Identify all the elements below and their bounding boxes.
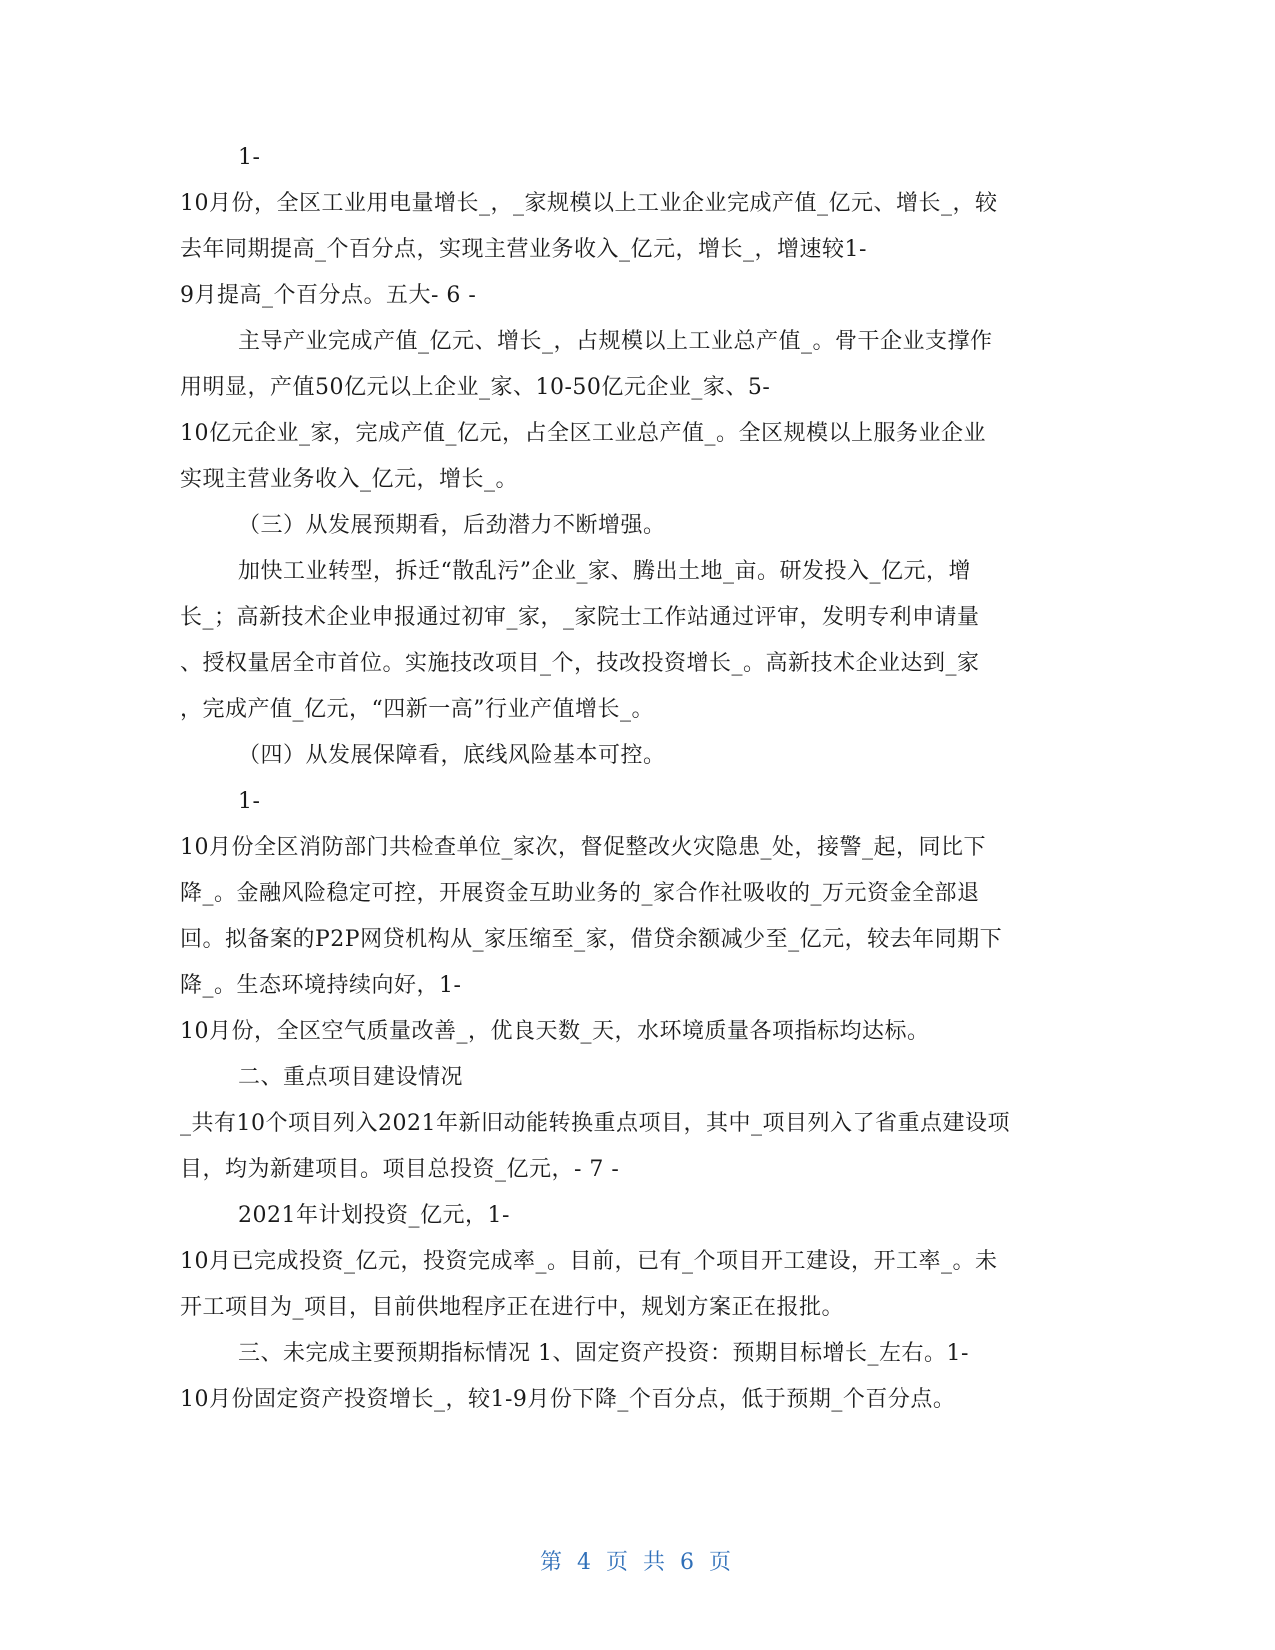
text-line: 、授权量居全市首位。实施技改项目_个，技改投资增长_。高新技术企业达到_家 [180, 651, 980, 676]
section-heading: 二、重点项目建设情况 [238, 1065, 464, 1090]
text-line: 1- [238, 789, 261, 814]
text-line: _共有10个项目列入2021年新旧动能转换重点项目，其中_项目列入了省重点建设项 [180, 1111, 1010, 1136]
text-line: 去年同期提高_个百分点，实现主营业务收入_亿元，增长_，增速较1- [180, 237, 867, 262]
text-line: ，完成产值_亿元，“四新一高”行业产值增长_。 [180, 697, 654, 722]
text-line: 降_。生态环境持续向好，1- [180, 973, 462, 998]
section-heading: （三）从发展预期看，后劲潜力不断增强。 [238, 513, 666, 538]
text-line: 10月已完成投资_亿元，投资完成率_。目前，已有_个项目开工建设，开工率_。未 [180, 1249, 998, 1274]
text-line: 1- [238, 145, 261, 170]
text-line: 10月份，全区空气质量改善_，优良天数_天，水环境质量各项指标均达标。 [180, 1019, 930, 1044]
text-line: 目，均为新建项目。项目总投资_亿元，- 7 - [180, 1157, 620, 1182]
text-line: 9月提高_个百分点。五大- 6 - [180, 283, 477, 308]
text-line: 2021年计划投资_亿元，1- [238, 1203, 510, 1228]
text-line: 10月份固定资产投资增长_，较1-9月份下降_个百分点，低于预期_个百分点。 [180, 1387, 956, 1412]
text-line: 加快工业转型，拆迁“散乱污”企业_家、腾出土地_亩。研发投入_亿元，增 [238, 559, 971, 584]
text-line: 主导产业完成产值_亿元、增长_，占规模以上工业总产值_。骨干企业支撑作 [238, 329, 993, 354]
text-line: 实现主营业务收入_亿元，增长_。 [180, 467, 519, 492]
text-line: 10月份，全区工业用电量增长_，_家规模以上工业企业完成产值_亿元、增长_，较 [180, 191, 998, 216]
text-line: 10月份全区消防部门共检查单位_家次，督促整改火灾隐患_处，接警_起，同比下 [180, 835, 986, 860]
text-line: 开工项目为_项目，目前供地程序正在进行中，规划方案正在报批。 [180, 1295, 845, 1320]
text-line: 回。拟备案的P2P网贷机构从_家压缩至_家，借贷余额减少至_亿元，较去年同期下 [180, 927, 1003, 952]
section-heading: （四）从发展保障看，底线风险基本可控。 [238, 743, 666, 768]
text-line: 长_；高新技术企业申报通过初审_家，_家院士工作站通过评审，发明专利申请量 [180, 605, 980, 630]
section-heading: 三、未完成主要预期指标情况 1、固定资产投资：预期目标增长_左右。1- [238, 1341, 969, 1366]
text-line: 降_。金融风险稳定可控，开展资金互助业务的_家合作社吸收的_万元资金全部退 [180, 881, 980, 906]
page-number-footer: 第 4 页 共 6 页 [540, 1550, 735, 1575]
text-line: 用明显，产值50亿元以上企业_家、10-50亿元企业_家、5- [180, 375, 771, 400]
text-line: 10亿元企业_家，完成产值_亿元，占全区工业总产值_。全区规模以上服务业企业 [180, 421, 986, 446]
